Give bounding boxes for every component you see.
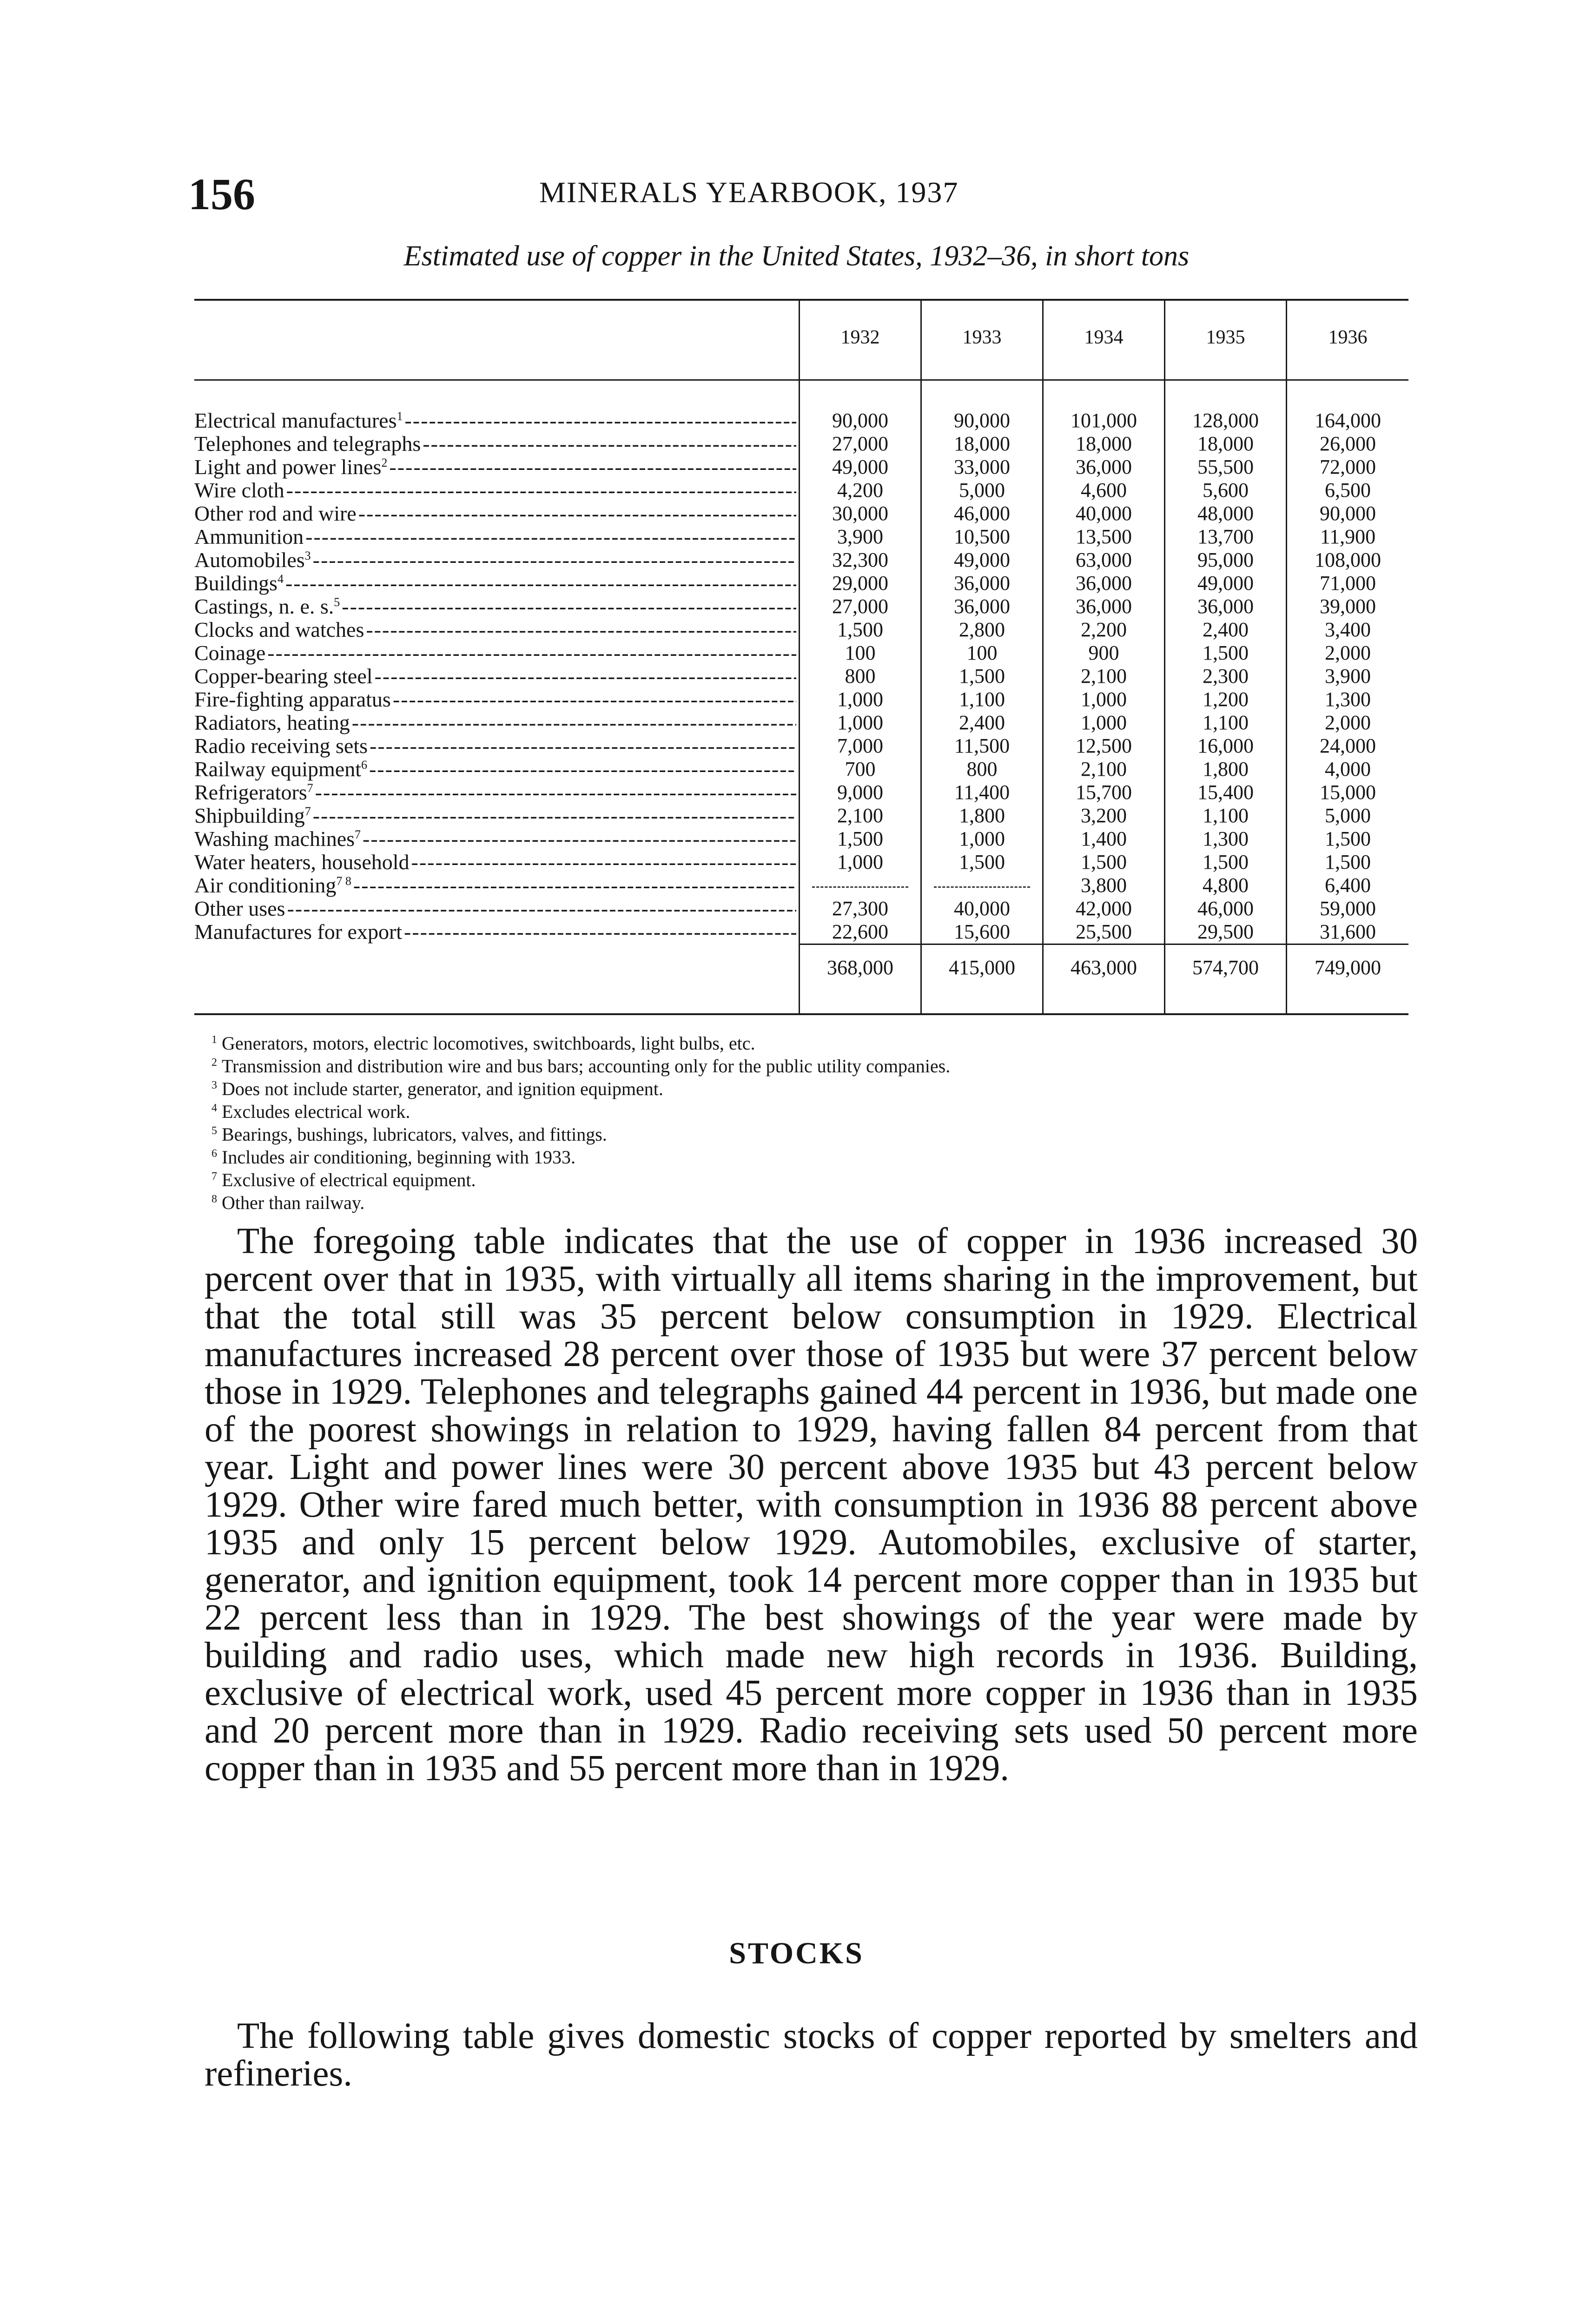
section-heading: STOCKS: [729, 1936, 864, 1970]
table-cell: 1,500: [1325, 851, 1371, 873]
column-1934: [1044, 409, 1164, 944]
empty-cell-dash: [922, 874, 1042, 897]
row-label: Fire-fighting apparatus -----: [194, 688, 796, 711]
table-cell: 18,000: [1076, 432, 1132, 455]
row-label: Wire cloth -----: [194, 479, 796, 502]
table-cell: 18,000: [954, 432, 1010, 455]
table-cell: 2,300: [1203, 665, 1249, 687]
table-cell: 9,000: [837, 781, 883, 804]
footnote: $^5$ Bearings, bushings, lubricators, valves, and fittings.: [212, 1124, 607, 1145]
column-1936: [1287, 409, 1408, 944]
table-cell: 1,000: [1081, 688, 1127, 711]
table-cell: 36,000: [954, 595, 1010, 618]
row-label: Automobiles$^3$ -----: [194, 548, 796, 572]
table-top-rule: [194, 299, 1408, 301]
table-cell: 1,500: [837, 618, 883, 641]
table-cell: 128,000: [1192, 409, 1259, 432]
table-cell: 1,800: [1203, 758, 1249, 780]
table-cell: 1,400: [1081, 827, 1127, 850]
table-cell: 32,300: [832, 548, 888, 571]
table-cell: 6,400: [1325, 874, 1371, 897]
table-cell: 3,800: [1081, 874, 1127, 897]
table-cell: 13,700: [1197, 525, 1254, 548]
table-cell: 5,600: [1203, 479, 1249, 502]
table-cell: 16,000: [1197, 734, 1254, 757]
year-header-1932: 1932: [840, 327, 880, 348]
page-number: 156: [188, 169, 255, 219]
table-cell: 3,200: [1081, 804, 1127, 827]
total-rule: [800, 944, 1408, 945]
year-header-1934: 1934: [1084, 327, 1124, 348]
year-header-1933: 1933: [962, 327, 1002, 348]
table-cell: 3,400: [1325, 618, 1371, 641]
table-cell: 49,000: [832, 456, 888, 478]
body-paragraph: The following table gives domestic stocks of copper reported by smelters and refineries.: [205, 2016, 1418, 2094]
table-cell: 49,000: [1197, 572, 1254, 594]
table-cell: 5,000: [1325, 804, 1371, 827]
table-cell: 1,100: [1203, 804, 1249, 827]
table-cell: 36,000: [1076, 595, 1132, 618]
table-cell: 1,000: [1081, 711, 1127, 734]
header-bottom-rule: [194, 379, 1408, 381]
footnote: $^3$ Does not include starter, generator, and ignition equipment.: [212, 1078, 663, 1099]
table-cell: 72,000: [1320, 456, 1376, 478]
body-paragraph: The foregoing table indicates that the use of copper in 1936 increased 30 percent over that in 1935, with virtually all items sharing in the improvement, but that the total still was 35 percent below consumption in 1929. Electrical manufactures increased 28 percent over those of 1935 but were 37 percent below those in 1929. Telephones and telegraphs gained 44 percent in 1936, but made one of the poorest showings in relation to 1929, having fallen 84 percent from that year. Light and power lines were 30 percent above 1935 but 43 percent below 1929. Other wire fared much better, with consumption in 1936 88 percent above 1935 and only 15 percent below 1929. Automobiles, exclusive of starter, generator, and ignition equipment, took 14 percent more copper than in 1935 but 22 percent less than in 1929. The best showings of the year were made by building and radio uses, which made new high records in 1936. Building, exclusive of electrical work, used 45 percent more copper in 1936 than in 1935 and 20 percent more than in 1929. Radio receiving sets used 50 percent more copper than in 1935 and 55 percent more than in 1929.: [205, 1221, 1418, 1789]
table-cell: 12,500: [1076, 734, 1132, 757]
table-cell: 1,000: [837, 711, 883, 734]
table-cell: 46,000: [954, 502, 1010, 525]
table-cell: 30,000: [832, 502, 888, 525]
table-cell: 4,000: [1325, 758, 1371, 780]
table-cell: 1,500: [837, 827, 883, 850]
table-cell: 1,100: [959, 688, 1005, 711]
row-label: Radio receiving sets -----: [194, 734, 796, 758]
column-1935: [1165, 409, 1286, 944]
table-cell: 2,100: [837, 804, 883, 827]
table-cell: 26,000: [1320, 432, 1376, 455]
table-cell: 1,100: [1203, 711, 1249, 734]
table-cell: 7,000: [837, 734, 883, 757]
table-cell: 90,000: [954, 409, 1010, 432]
total-1936: 749,000: [1315, 956, 1381, 979]
table-cell: 2,400: [959, 711, 1005, 734]
table-cell: 36,000: [954, 572, 1010, 594]
total-1932: 368,000: [827, 956, 893, 979]
table-cell: 42,000: [1076, 897, 1132, 920]
table-cell: 59,000: [1320, 897, 1376, 920]
row-label: Buildings$^4$ -----: [194, 572, 796, 595]
table-cell: 39,000: [1320, 595, 1376, 618]
row-label: Telephones and telegraphs -----: [194, 432, 796, 456]
table-cell: 11,400: [954, 781, 1010, 804]
table-cell: 101,000: [1071, 409, 1137, 432]
table-cell: 900: [1088, 641, 1119, 664]
table-cell: 40,000: [954, 897, 1010, 920]
table-cell: 48,000: [1197, 502, 1254, 525]
table-cell: 2,800: [959, 618, 1005, 641]
row-labels: [194, 409, 796, 944]
row-label: Copper-bearing steel -----: [194, 665, 796, 688]
row-label: Other rod and wire -----: [194, 502, 796, 525]
row-label: Washing machines$^7$ -----: [194, 827, 796, 851]
row-label: Clocks and watches -----: [194, 618, 796, 641]
table-cell: 800: [966, 758, 998, 780]
table-cell: 2,200: [1081, 618, 1127, 641]
table-title: Estimated use of copper in the United States, 1932–36, in short tons: [403, 240, 1190, 272]
table-cell: 1,500: [1325, 827, 1371, 850]
table-cell: 1,800: [959, 804, 1005, 827]
table-cell: 71,000: [1320, 572, 1376, 594]
table-cell: 15,600: [954, 920, 1010, 943]
row-label: Manufactures for export -----: [194, 920, 796, 944]
table-cell: 22,600: [832, 920, 888, 943]
empty-cell-dash: [800, 874, 920, 897]
table-cell: 46,000: [1197, 897, 1254, 920]
table-cell: 36,000: [1197, 595, 1254, 618]
row-label: Other uses -----: [194, 897, 796, 920]
table-cell: 31,600: [1320, 920, 1376, 943]
table-cell: 27,300: [832, 897, 888, 920]
table-cell: 108,000: [1315, 548, 1381, 571]
row-label: Castings, n. e. s.$^5$ -----: [194, 595, 796, 618]
table-cell: 90,000: [1320, 502, 1376, 525]
table-cell: 2,100: [1081, 758, 1127, 780]
table-cell: 1,500: [959, 665, 1005, 687]
total-1933: 415,000: [949, 956, 1015, 979]
table-cell: 800: [845, 665, 876, 687]
table-cell: 49,000: [954, 548, 1010, 571]
row-label: Water heaters, household -----: [194, 851, 796, 874]
row-label: Ammunition -----: [194, 525, 796, 548]
table-cell: 1,000: [837, 851, 883, 873]
table-cell: 6,500: [1325, 479, 1371, 502]
table-cell: 1,200: [1203, 688, 1249, 711]
table-cell: 100: [845, 641, 876, 664]
table-cell: 2,000: [1325, 711, 1371, 734]
table-cell: 1,500: [959, 851, 1005, 873]
table-cell: 13,500: [1076, 525, 1132, 548]
table-cell: 1,300: [1325, 688, 1371, 711]
table-cell: 4,800: [1203, 874, 1249, 897]
table-cell: 5,000: [959, 479, 1005, 502]
table-cell: 100: [966, 641, 998, 664]
column-1933: [922, 409, 1042, 944]
total-1935: 574,700: [1192, 956, 1259, 979]
table-cell: 29,500: [1197, 920, 1254, 943]
table-cell: 11,500: [954, 734, 1010, 757]
table-cell: 27,000: [832, 432, 888, 455]
footnote: $^7$ Exclusive of electrical equipment.: [212, 1169, 476, 1190]
table-cell: 1,500: [1081, 851, 1127, 873]
table-cell: 95,000: [1197, 548, 1254, 571]
row-label: Light and power lines$^2$ -----: [194, 456, 796, 479]
table-cell: 18,000: [1197, 432, 1254, 455]
running-title: MINERALS YEARBOOK, 1937: [539, 176, 959, 209]
table-cell: 33,000: [954, 456, 1010, 478]
table-cell: 3,900: [1325, 665, 1371, 687]
table-cell: 25,500: [1076, 920, 1132, 943]
footnote: $^1$ Generators, motors, electric locomotives, switchboards, light bulbs, etc.: [212, 1033, 755, 1054]
footnotes: [212, 1032, 950, 1214]
footnote: $^4$ Excludes electrical work.: [212, 1101, 410, 1122]
table-cell: 10,500: [954, 525, 1010, 548]
table-cell: 2,400: [1203, 618, 1249, 641]
year-header-1935: 1935: [1206, 327, 1245, 348]
table-cell: 4,200: [837, 479, 883, 502]
row-label: Shipbuilding$^7$ -----: [194, 804, 796, 827]
table-cell: 15,700: [1076, 781, 1132, 804]
table-cell: 1,500: [1203, 851, 1249, 873]
table-cell: 1,500: [1203, 641, 1249, 664]
table-cell: 1,000: [837, 688, 883, 711]
table-cell: 15,000: [1320, 781, 1376, 804]
table-cell: 24,000: [1320, 734, 1376, 757]
table-cell: 164,000: [1315, 409, 1381, 432]
row-label: Coinage -----: [194, 641, 796, 665]
table-cell: 2,000: [1325, 641, 1371, 664]
table-cell: 36,000: [1076, 572, 1132, 594]
table-cell: 27,000: [832, 595, 888, 618]
table-cell: 36,000: [1076, 456, 1132, 478]
table-cell: 4,600: [1081, 479, 1127, 502]
column-1932: [800, 409, 920, 944]
table-cell: 55,500: [1197, 456, 1254, 478]
row-label: Refrigerators$^7$ -----: [194, 781, 796, 804]
table-cell: 63,000: [1076, 548, 1132, 571]
table-cell: 2,100: [1081, 665, 1127, 687]
table-cell: 1,300: [1203, 827, 1249, 850]
table-cell: 90,000: [832, 409, 888, 432]
table-cell: 15,400: [1197, 781, 1254, 804]
footnote: $^8$ Other than railway.: [212, 1192, 365, 1213]
row-label: Air conditioning$^{7 8}$ -----: [194, 874, 796, 897]
total-1934: 463,000: [1071, 956, 1137, 979]
table-cell: 40,000: [1076, 502, 1132, 525]
table-cell: 29,000: [832, 572, 888, 594]
table-cell: 11,900: [1320, 525, 1376, 548]
table-bottom-rule: [194, 1013, 1408, 1015]
footnote: $^2$ Transmission and distribution wire and bus bars; accounting only for the public utility companies.: [212, 1056, 951, 1076]
table-cell: 3,900: [837, 525, 883, 548]
table-cell: 1,000: [959, 827, 1005, 850]
year-header-1936: 1936: [1328, 327, 1368, 348]
row-label: Electrical manufactures$^1$ -----: [194, 409, 796, 432]
row-label: Railway equipment$^6$ -----: [194, 758, 796, 781]
table-cell: 700: [845, 758, 876, 780]
row-label: Radiators, heating -----: [194, 711, 796, 734]
footnote: $^6$ Includes air conditioning, beginning with 1933.: [212, 1147, 575, 1168]
